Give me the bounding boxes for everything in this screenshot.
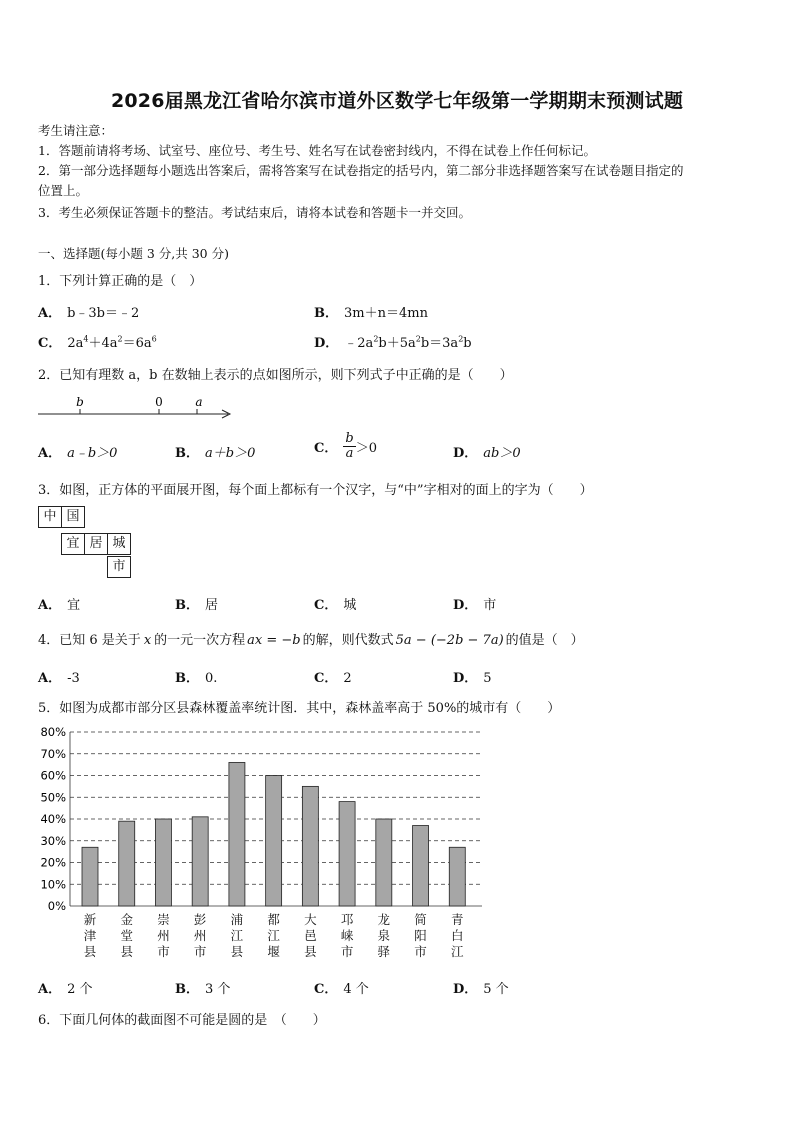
bar: [339, 802, 355, 906]
q1-stem: 1．下列计算正确的是（ ）: [38, 274, 203, 289]
q5-option-a: A． 2 个: [38, 982, 93, 997]
notice-item-2-cont: 位置上。: [38, 183, 89, 198]
q3-option-c: C． 城: [314, 598, 357, 613]
x-tick-label: 金堂县: [120, 912, 133, 959]
y-tick-label: 20%: [40, 855, 66, 870]
q2-option-d: D． ab＞0: [453, 446, 521, 461]
net-cell-cheng: 城: [107, 533, 131, 555]
q5-option-c: C． 4 个: [314, 982, 369, 997]
y-tick-label: 40%: [40, 812, 66, 826]
page-title: 2026届黑龙江省哈尔滨市道外区数学七年级第一学期期末预测试题: [110, 90, 684, 112]
forest-coverage-chart: [30, 722, 490, 914]
q4-option-a: A． -3: [38, 671, 80, 686]
x-tick-label: 简阳市: [414, 912, 427, 959]
notice-item-2: 2．第一部分选择题每小题选出答案后，需将答案写在试卷指定的括号内，第二部分非选择题答案写在试卷题目指定的: [38, 163, 684, 178]
q2-option-b: B． a＋b＞0: [175, 446, 256, 461]
x-tick-label: 新津县: [83, 912, 97, 959]
x-tick-label: 龙泉驿: [377, 912, 391, 959]
net-cell-shi: 市: [107, 556, 131, 578]
x-tick-label: 彭州市: [193, 912, 207, 959]
q3-option-d: D． 市: [453, 598, 497, 613]
notice-heading: 考生请注意：: [38, 123, 114, 138]
net-cell-ju: 居: [84, 533, 108, 555]
q4-option-d: D． 5: [453, 671, 492, 686]
q4-stem: 4．已知 6 是关于 x 的一元一次方程 ax = −b 的解，则代数式 5a − (−2b − 7a) 的值是（ ）: [38, 633, 584, 648]
q6-stem: 6．下面几何体的截面图不可能是圆的是 （ ）: [38, 1013, 326, 1028]
section-heading: 一、选择题(每小题 3 分,共 30 分): [38, 246, 229, 261]
q3-option-b: B． 居: [175, 598, 219, 613]
q1-option-c: C． $2a^4+4a^2=6a^6$: [38, 334, 157, 351]
y-tick-label: 60%: [40, 768, 66, 783]
q2-stem: 2．已知有理数 a，b 在数轴上表示的点如图所示，则下列式子中正确的是（ ）: [38, 368, 513, 383]
q1-option-b: B． 3m＋n＝4mn: [314, 306, 428, 321]
x-tick-label: 都江堰: [267, 912, 280, 959]
y-tick-label: 0%: [47, 899, 66, 913]
notice-item-1: 1．答题前请将考场、试室号、座位号、考生号、姓名写在试卷密封线内，不得在试卷上作任何标记。: [38, 143, 596, 158]
y-tick-label: 10%: [40, 877, 66, 892]
fraction-b-over-a: $\frac{b}{a}$: [345, 431, 354, 461]
cube-net: [38, 506, 138, 581]
x-tick-label: 邛崃市: [340, 912, 354, 959]
q5-option-d: D． 5 个: [453, 982, 509, 997]
bar: [192, 817, 208, 906]
net-cell-zhong: 中: [38, 506, 62, 528]
y-tick-label: 30%: [40, 833, 66, 848]
q4-option-b: B． 0.: [175, 671, 218, 686]
number-line: [36, 392, 236, 424]
bar: [449, 847, 465, 906]
bar: [155, 819, 171, 906]
bar: [302, 786, 318, 906]
q3-option-a: A． 宜: [38, 598, 81, 613]
bar: [266, 776, 282, 907]
q5-stem: 5．如图为成都市部分区县森林覆盖率统计图．其中，森林盖率高于 50%的城市有（ ）: [38, 701, 561, 716]
net-cell-yi: 宜: [61, 533, 85, 555]
x-tick-label: 浦江县: [230, 912, 244, 959]
q1-option-d: D． $﹣2a^2b+5a^2b=3a^2b$: [314, 334, 472, 351]
q4-option-c: C． 2: [314, 671, 352, 686]
number-line-label-a: a: [195, 395, 203, 409]
net-cell-guo: 国: [61, 506, 85, 528]
bar: [119, 821, 135, 906]
y-tick-label: 50%: [40, 790, 66, 805]
x-tick-label: 崇州市: [157, 912, 170, 959]
number-line-label-0: 0: [155, 395, 163, 409]
bar: [229, 762, 245, 906]
y-tick-label: 70%: [40, 746, 66, 761]
number-line-label-b: b: [76, 395, 84, 409]
q5-option-b: B． 3 个: [175, 982, 231, 997]
x-tick-label: 大邑县: [304, 912, 317, 959]
q2-option-a: A． a﹣b＞0: [38, 446, 118, 461]
x-axis-labels: [30, 910, 490, 962]
y-tick-label: 80%: [40, 725, 66, 739]
x-tick-label: 青白江: [451, 912, 464, 959]
q2-option-c: C． $\frac{b}{a}$ ＞0: [314, 431, 377, 461]
bar: [376, 819, 392, 906]
bar: [413, 826, 429, 906]
bar: [82, 847, 98, 906]
notice-item-3: 3．考生必须保证答题卡的整洁。考试结束后，请将本试卷和答题卡一并交回。: [38, 205, 471, 220]
q3-stem: 3．如图，正方体的平面展开图，每个面上都标有一个汉字，与“中”字相对的面上的字为（ ）: [38, 483, 593, 498]
q1-option-a: A． b﹣3b＝﹣2: [38, 306, 140, 321]
